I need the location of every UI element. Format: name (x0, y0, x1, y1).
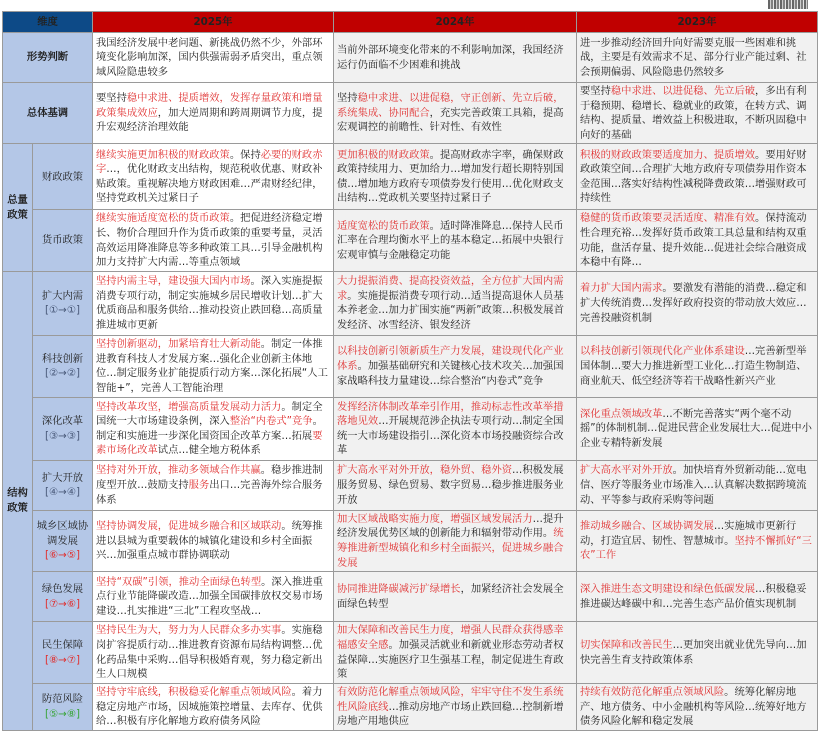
cell-2025 (93, 510, 334, 571)
highlight-text: 扩大高水平对外开放 (580, 464, 673, 477)
body-text: 。制定和实施进一步深化国资国企改革方案…拓展 (96, 415, 323, 442)
row-label-with-rank (33, 397, 93, 460)
row-label-with-rank (33, 622, 93, 684)
cell-2025 (93, 460, 334, 510)
cell-2024 (334, 510, 577, 571)
cell-2024 (334, 572, 577, 622)
cell-2024 (334, 144, 577, 210)
highlight-text: 继续实施适度宽松的货币政策 (96, 212, 230, 225)
rank-change: [⑧→⑦] (44, 653, 81, 666)
cell-2023 (577, 684, 818, 731)
cell-2024 (334, 684, 577, 731)
header-year-2023: 2023年 (577, 12, 818, 33)
highlight-text: 以科技创新引领现代化产业体系建设 (580, 345, 745, 358)
body-text: …推动房地产市场止跌回稳…控制新增房地产用地供应 (337, 700, 564, 728)
row-label: 形势判断 (3, 33, 93, 83)
header-dimension: 维度 (3, 12, 93, 33)
highlight-text: 加大保障和改善民生力度，增强人民群众获得感幸福感安全感 (337, 624, 564, 652)
body-text: ，加大逆周期和跨周期调节力度，提升宏观经济治理效能 (96, 106, 323, 134)
body-text: 。把促进经济稳定增长、物价合理回升作为货币政策的重要考量，灵活高效运用降准降息等多种政策工具…引导金融机构加力支持扩大内需…等重点领域 (96, 212, 323, 269)
table-row (3, 572, 818, 622)
body-text: 。要用好财政政策空间…合理扩大地方政府专项债券用作资本金范围…落实好结构性减税降费政策…增强财政可持续性 (580, 148, 807, 205)
cell-2024 (334, 33, 577, 83)
row-label: 货币政策 (33, 210, 93, 271)
highlight-text: 要素市场化改革 (96, 429, 323, 457)
row-label-with-rank (33, 335, 93, 397)
cell-2024 (334, 335, 577, 397)
rank-change: [①→①] (44, 304, 81, 317)
body-text: 。深入推进重点行业节能降碳改造…加强全国碳排放权交易市场建设…扎实推进“三北”工程攻坚战… (96, 575, 323, 617)
row-label-with-rank (33, 510, 93, 571)
rank-change: [⑤→⑧] (44, 708, 81, 721)
row-label-with-rank (33, 271, 93, 335)
table-row (3, 33, 818, 83)
table-row (3, 335, 818, 397)
row-label: 总体基调 (3, 83, 93, 144)
cell-2023 (577, 335, 818, 397)
body-text: …开展规范涉企执法专项行动…制定全国统一大市场建设指引…深化资本市场投融资综合改革 (337, 415, 564, 457)
cell-2024 (334, 271, 577, 335)
highlight-text: 坚持守牢底线，积极稳妥化解重点领域风险 (96, 686, 292, 699)
body-text: …实施城市更新行动，打造宜居、韧性、智慧城市。 (580, 520, 797, 547)
row-label-with-rank (33, 684, 93, 731)
cell-2025 (93, 622, 334, 684)
header-year-2025: 2025年 (93, 12, 334, 33)
highlight-text: 必要的财政赤字 (96, 148, 323, 176)
body-text: ，充实完善政策工具箱，提高宏观调控的前瞻性、针对性、有效性 (337, 106, 564, 134)
row-label: 民生保障 (41, 639, 84, 652)
body-text: …，优化财政支出结构，规范税收优惠、财政补贴政策。重视解决地方财政困难…严肃财经纪律，坚持党政机关过紧日子 (96, 163, 323, 205)
rank-change: [⑦→⑥] (44, 597, 81, 610)
table-row (3, 271, 818, 335)
body-text: 出口…完善海外综合服务体系 (96, 478, 323, 506)
row-label: 财政政策 (33, 144, 93, 210)
cell-2024 (334, 210, 577, 271)
cell-2025 (93, 33, 334, 83)
highlight-text: 稳健的货币政策要灵活适度、精准有效 (580, 212, 756, 225)
body-text: …完善新型举国体制…要大力推进新型工业化…打造生物制造、商业航天、低空经济等若干战略性新兴产业 (580, 345, 807, 387)
body-text: 。加快培育外贸新动能…宽电信、医疗等服务业市场准入…认真解决数据跨境流动、平等参与政府采购等问题 (580, 464, 807, 506)
body-text: 要坚持 (580, 85, 611, 97)
body-text: ，加紧经济社会发展全面绿色转型 (337, 583, 564, 610)
highlight-text: 发挥经济体制改革牵引作用，推动标志性改革举措落地见效 (337, 400, 564, 428)
body-text: 。保持流动性合理充裕…发挥好货币政策工具总量和结构双重功能，盘活存量、提升效能…促进社会综合融资成本稳中有降… (580, 212, 807, 269)
cell-2025 (93, 83, 334, 144)
row-label: 科技创新 (41, 352, 84, 365)
row-label-with-rank (33, 460, 93, 510)
body-text: 。保持 (229, 148, 261, 161)
body-text: 试点…健全地方税体系 (157, 444, 261, 457)
table-row (3, 144, 818, 210)
body-text: 。稳步推进制度型开放…鼓励支持 (96, 464, 323, 491)
cell-2025 (93, 144, 334, 210)
table-row (3, 83, 818, 144)
highlight-text: 坚持创新驱动，加紧培育壮大新动能 (96, 338, 261, 351)
highlight-text: 加大区域战略实施力度，增强区域发展活力 (337, 512, 533, 525)
highlight-text: 以科技创新引领新质生产力发展，建设现代化产业体系 (337, 345, 564, 372)
body-text: 。着力稳定房地产市场，因城施策控增量、去库存、优供给…积极有序化解地方政府债务风险 (96, 686, 323, 728)
highlight-text: 坚持对外开放，推动多领域合作共赢 (96, 464, 261, 477)
highlight-text: 稳中求进、以进促稳，守正创新、先立后破，系统集成、协同配合 (337, 92, 564, 119)
rank-change: [⑥→⑤] (44, 549, 81, 562)
cell-2023 (577, 144, 818, 210)
cell-2025 (93, 684, 334, 731)
highlight-text: 深入推进生态文明建设和绿色低碳发展 (580, 583, 756, 596)
row-label-with-rank (33, 572, 93, 622)
cell-2023 (577, 397, 818, 460)
body-text: 要坚持 (96, 92, 127, 105)
body-text: 坚持 (337, 92, 358, 105)
highlight-text: 稳中求进、以进促稳、先立后破 (610, 85, 756, 97)
body-text: 。深入实施提振消费专项行动，制定实施城乡居民增收计划…扩大优质商品和服务供给…推动投资止跌回稳…高质量推进城市更新 (96, 275, 323, 331)
body-text: 。实施提振消费专项行动…适当提高退休人员基本养老金…加力扩围实施“两新”政策…积极发展首发经济、冰雪经济、银发经济 (337, 289, 564, 331)
highlight-text: 适度宽松的货币政策 (337, 219, 430, 232)
cell-2023 (577, 622, 818, 684)
body-text: 。加强基础研究和关键核心技术攻关…加强国家战略科技力量建设…综合整治“内卷式”竞争 (337, 359, 564, 387)
body-text: …积极发展服务贸易、绿色贸易、数字贸易…稳步推进服务业开放 (337, 464, 564, 506)
body-text: …积极稳妥推进碳达峰碳中和…完善生态产品价值实现机制 (580, 583, 807, 610)
highlight-text: 坚持内需主导，建设强大国内市场 (96, 275, 251, 288)
highlight-text: 稳中求进、提质增效，发挥存量政策和增量政策集成效应 (96, 92, 323, 119)
cell-2025 (93, 210, 334, 271)
body-text: 当前外部环境变化带来的不利影响加深，我国经济运行仍面临不少困难和挑战 (337, 43, 564, 71)
highlight-text: 推动城乡融合、区域协调发展 (580, 520, 714, 533)
cell-2023 (577, 460, 818, 510)
table-row (3, 684, 818, 731)
body-text: 。统筹化解房地产、地方债务、中小金融机构等风险…统筹好地方债务风险化解和稳定发展 (580, 686, 807, 728)
row-label: 扩大内需 (41, 289, 84, 302)
cell-2023 (577, 271, 818, 335)
group-label-aggregate: 总量政策 (3, 144, 33, 271)
rank-change: [③→③] (44, 429, 81, 442)
highlight-text: 积极的财政政策要适度加力、提质增效 (580, 148, 756, 161)
cell-2024 (334, 460, 577, 510)
table-row (3, 210, 818, 271)
highlight-text: 深化重点领域改革 (580, 407, 663, 420)
table-row (3, 460, 818, 510)
highlight-text: 持续有效防范化解重点领域风险 (580, 686, 725, 699)
group-label-structural: 结构政策 (3, 271, 33, 730)
cell-2025 (93, 572, 334, 622)
table-row (3, 622, 818, 684)
highlight-text: 扩大高水平对外开放，稳外贸、稳外资 (337, 464, 513, 477)
highlight-text: 统筹推进新型城镇化和乡村全面振兴，促进城乡融合发展 (337, 527, 564, 569)
rank-change: [④→④] (44, 486, 81, 499)
body-text: …提升经济发展优势区域的创新能力和辐射带动作用。 (337, 512, 564, 540)
cell-2023 (577, 33, 818, 83)
body-text: 。提高财政赤字率，确保财政政策持续用力、更加给力…增加发行超长期特别国债…增加地方政府专项债券发行使用…优化财政支出结构…党政机关要坚持过紧日子 (337, 148, 564, 205)
highlight-text: 坚持不懈抓好“三农”工作 (580, 534, 812, 562)
policy-comparison-table (2, 11, 818, 731)
body-text: 。实施稳岗扩容提质行动…推进教育资源布局结构调整…优化药品集中采购…倡导积极婚育观，努力稳定新出生人口规模 (96, 624, 323, 681)
rank-change: [②→②] (44, 367, 81, 380)
cell-2024 (334, 397, 577, 460)
cell-2025 (93, 397, 334, 460)
body-text: 。要激发有潜能的消费…稳定和扩大传统消费…发挥好政府投资的带动放大效应…完善投融资机制 (580, 282, 807, 324)
row-label: 绿色发展 (41, 583, 84, 596)
body-text: 进一步推动经济回升向好需要克服一些困难和挑战，主要是有效需求不足、部分行业产能过剩、社会预期偏弱、风险隐患仍然较多 (580, 36, 807, 78)
highlight-text: 坚持协调发展，促进城乡融合和区域联动 (96, 520, 282, 533)
cell-2023 (577, 572, 818, 622)
body-text: 。制定全国统一大市场建设条例，深入 (96, 400, 323, 428)
cell-2023 (577, 83, 818, 144)
highlight-text: 更加积极的财政政策 (337, 148, 430, 161)
highlight-text: 着力扩大国内需求 (580, 282, 663, 295)
highlight-text: 坚持民生为大，努力为人民群众多办实事 (96, 624, 282, 637)
table-row (3, 397, 818, 460)
body-text: 。统筹推进以县城为重要载体的城镇化建设和乡村全面振兴…加强重点城市群协调联动 (96, 520, 323, 562)
cell-2023 (577, 210, 818, 271)
body-text: 。适时降准降息…保持人民币汇率在合理均衡水平上的基本稳定…拓展中央银行宏观审慎与金融稳定功能 (337, 219, 564, 261)
cell-2025 (93, 271, 334, 335)
highlight-text: 切实保障和改善民生 (580, 639, 673, 652)
watermark-logo (768, 0, 808, 9)
body-text: 。加强灵活就业和新就业形态劳动者权益保障…实施医疗卫生强基工程，制定促进生育政策 (337, 639, 564, 681)
body-text: …不断完善落实“两个毫不动摇”的体制机制…促进民营企业发展壮大…促进中小企业专精特新发展 (580, 407, 812, 450)
highlight-text: 坚持“双碳”引领，推动全面绿色转型 (96, 575, 262, 588)
highlight-text: 大力提振消费、提高投资效益，全方位扩大国内需求 (337, 275, 564, 302)
header-year-2024: 2024年 (334, 12, 577, 33)
highlight-text: 服务 (188, 478, 210, 491)
highlight-text: 继续实施更加积极的财政政策 (96, 148, 230, 161)
cell-2024 (334, 622, 577, 684)
row-label: 深化改革 (41, 415, 84, 428)
body-text: 。制定一体推进教育科技人才发展方案…强化企业创新主体地位…制定服务业扩能提质行动方案…深化拓展“人工智能+”，完善人工智能治理 (96, 338, 328, 394)
table-header-row (3, 12, 818, 33)
cell-2024 (334, 83, 577, 144)
body-text: …更加突出就业优先导向…加快完善生育支持政策体系 (580, 639, 807, 666)
cell-2025 (93, 335, 334, 397)
highlight-text: 坚持改革攻坚，增强高质量发展动力活力 (96, 400, 282, 413)
highlight-text: 有效防范化解重点领域风险，牢牢守住不发生系统性风险底线 (337, 686, 564, 713)
body-text: 我国经济发展中老问题、新挑战仍然不少，外部环境变化影响加深，国内供强需弱矛盾突出，重点领域风险隐患较多 (96, 36, 323, 78)
row-label: 扩大开放 (41, 471, 84, 484)
cell-2023 (577, 510, 818, 571)
row-label: 城乡区域协调发展 (36, 520, 89, 547)
table-row (3, 510, 818, 571)
row-label: 防范风险 (41, 693, 84, 706)
highlight-text: 协同推进降碳减污扩绿增长 (337, 583, 461, 596)
body-text: ，多出有利于稳预期、稳增长、稳就业的政策，在转方式、调结构、提质量、增效益上积极进取，不断巩固稳中向好的基础 (580, 85, 807, 141)
highlight-text: 整治“内卷式”竞争 (229, 415, 313, 428)
